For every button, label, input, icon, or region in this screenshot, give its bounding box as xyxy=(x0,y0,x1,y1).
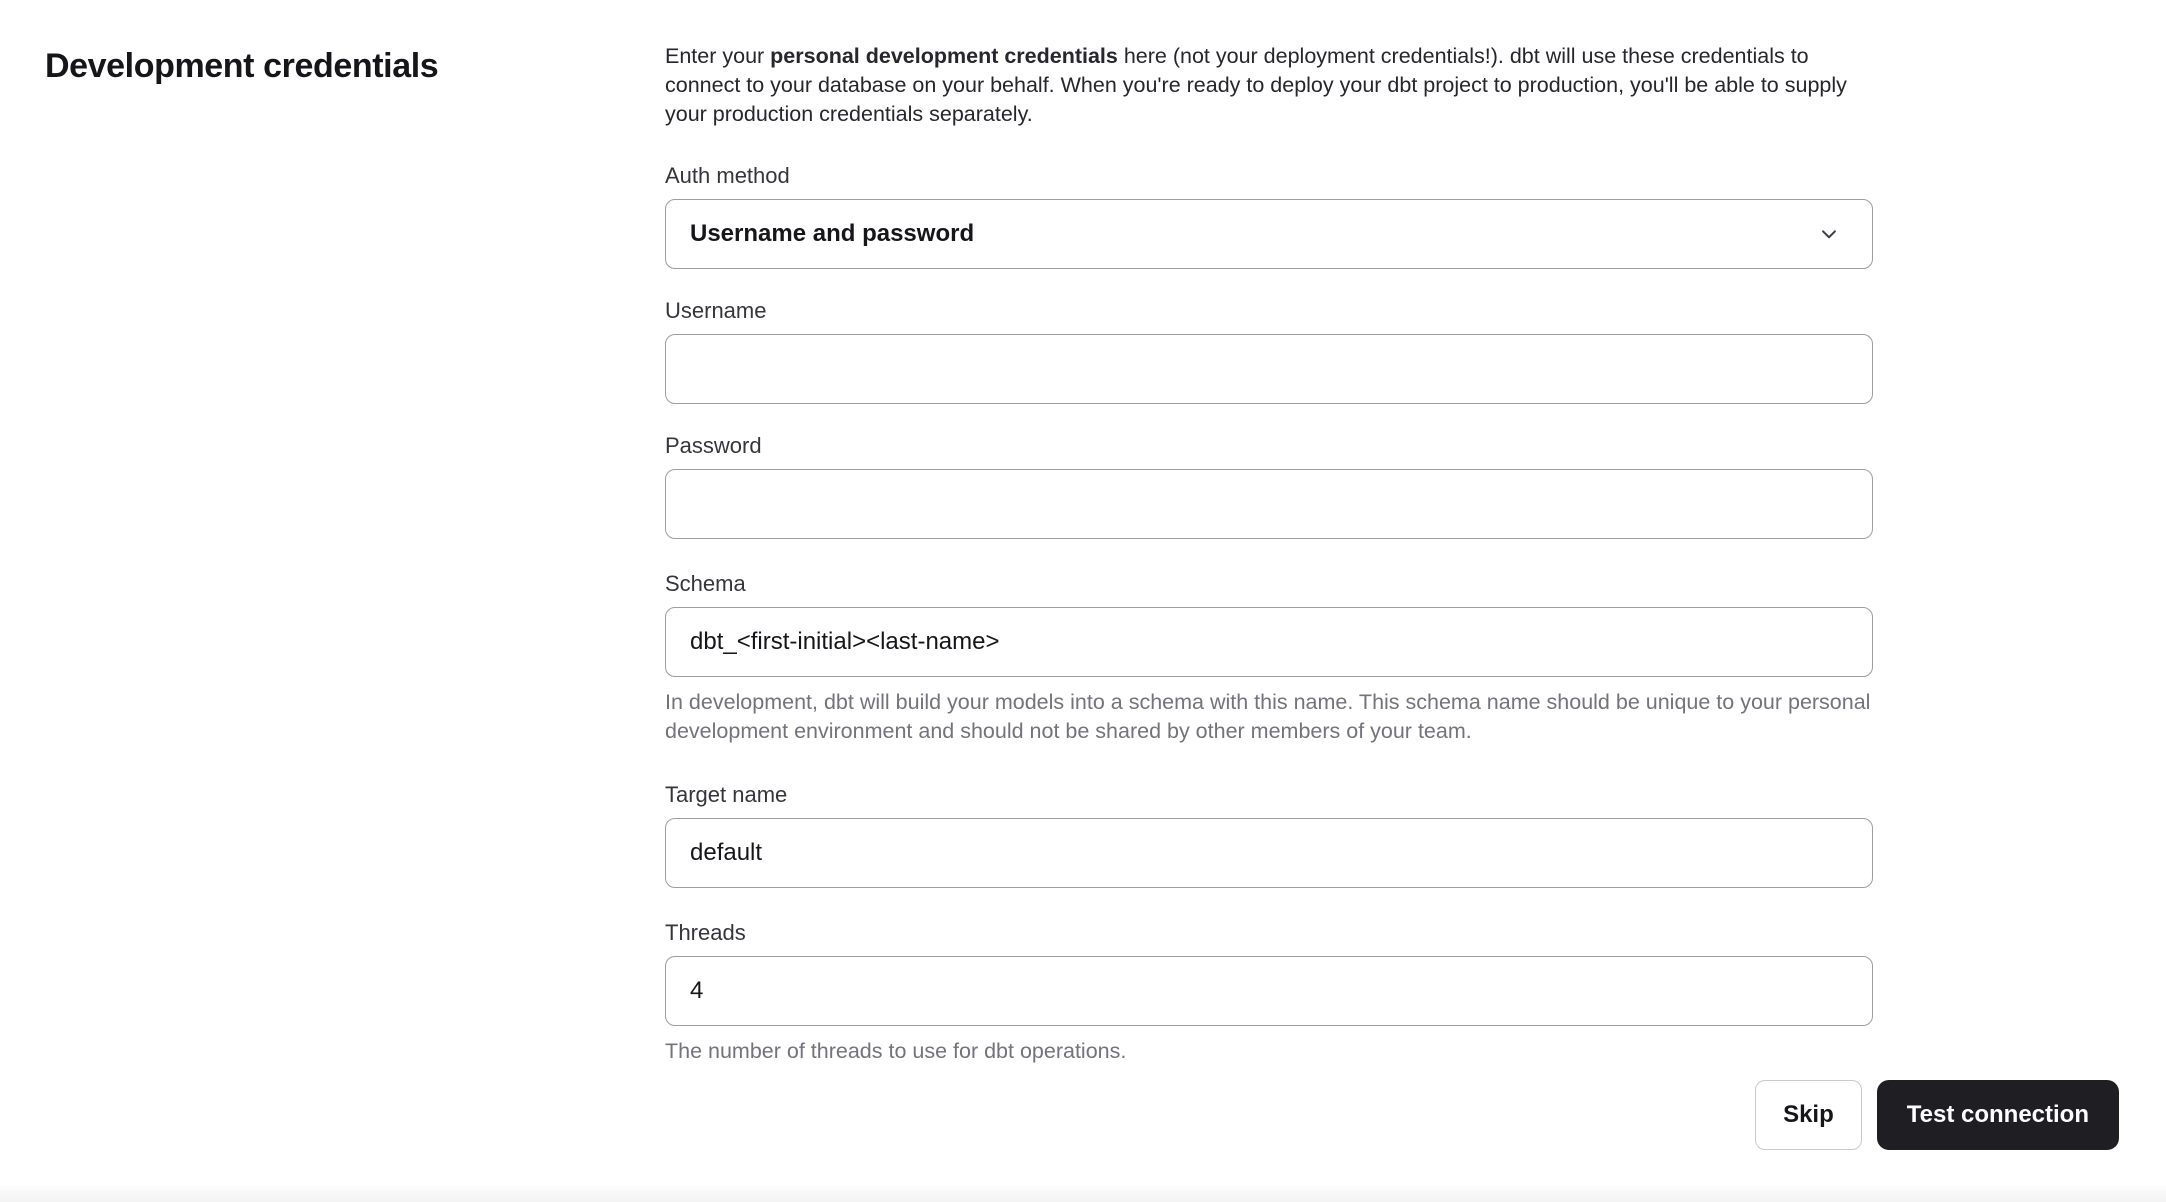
intro-bold-phrase: personal development credentials xyxy=(770,44,1118,68)
target-name-input[interactable] xyxy=(665,818,1873,888)
password-input[interactable] xyxy=(665,469,1873,539)
username-input[interactable] xyxy=(665,334,1873,404)
footer-actions xyxy=(1755,1080,2119,1150)
intro-text-2: here (not your deployment credentials!). dbt will use these credentials to connect to your database on your behalf. When you're ready to deploy your dbt project to production, you'll be able to supply your production credentials separately. xyxy=(665,44,1847,126)
auth-method-select[interactable] xyxy=(665,199,1873,269)
target-name-label: Target name xyxy=(665,782,788,807)
skip-button[interactable]: Skip xyxy=(1755,1080,1862,1150)
threads-help-text: The number of threads to use for dbt operations. xyxy=(665,1039,1127,1063)
left-column xyxy=(45,40,665,1066)
schema-help-text: In development, dbt will build your models into a schema with this name. This schema name should be unique to your personal development environment and should not be shared by other members of your team. xyxy=(665,690,1871,743)
threads-input[interactable] xyxy=(665,956,1873,1026)
password-label: Password xyxy=(665,433,762,458)
bottom-edge-band xyxy=(0,1185,2166,1202)
credentials-form xyxy=(665,40,1873,1066)
page-title: Development credentials xyxy=(45,47,439,85)
intro-paragraph xyxy=(665,42,1873,129)
threads-label: Threads xyxy=(665,920,746,945)
intro-text-1: Enter your xyxy=(665,44,771,68)
auth-method-label: Auth method xyxy=(665,163,790,188)
auth-method-selected-value: Username and password xyxy=(690,220,975,247)
schema-label: Schema xyxy=(665,571,746,596)
username-label: Username xyxy=(665,298,767,323)
chevron-down-icon xyxy=(1816,221,1842,247)
test-connection-button[interactable]: Test connection xyxy=(1877,1080,2119,1150)
schema-input[interactable] xyxy=(665,607,1873,677)
